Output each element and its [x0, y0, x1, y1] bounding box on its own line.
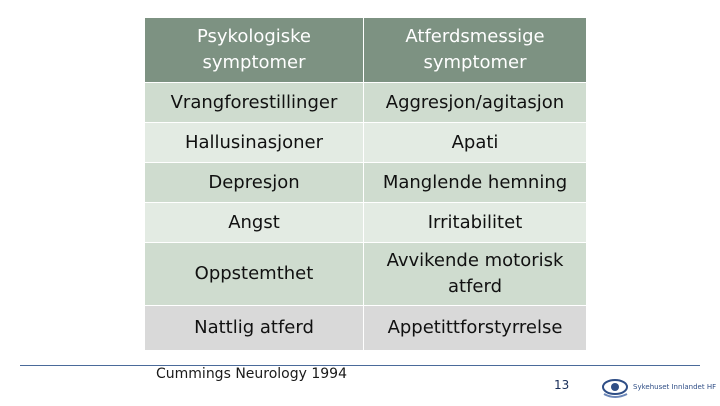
table-row	[145, 123, 587, 163]
table-cell: Oppstemthet	[145, 243, 364, 306]
table-cell: Hallusinasjoner	[145, 123, 364, 163]
table-cell: Angst	[145, 203, 364, 243]
eye-logo-icon	[600, 374, 632, 402]
table-row	[145, 243, 587, 306]
table-cell: Apati	[364, 123, 587, 163]
symptoms-table	[144, 17, 587, 351]
table-cell: Irritabilitet	[364, 203, 587, 243]
logo-text: Sykehuset Innlandet HF	[633, 383, 717, 391]
header-behavioral: Atferdsmessige symptomer	[364, 18, 587, 83]
hospital-logo	[600, 374, 715, 402]
table-row	[145, 306, 587, 351]
footer-divider	[20, 365, 700, 366]
header-psychological: Psykologiske symptomer	[145, 18, 364, 83]
table-cell: Depresjon	[145, 163, 364, 203]
table-cell: Avvikende motorisk atferd	[364, 243, 587, 306]
table-row	[145, 163, 587, 203]
table-cell: Manglende hemning	[364, 163, 587, 203]
table-row	[145, 203, 587, 243]
page-number: 13	[554, 378, 570, 392]
table-row	[145, 83, 587, 123]
table-cell: Vrangforestillinger	[145, 83, 364, 123]
table-cell: Appetittforstyrrelse	[364, 306, 587, 351]
table-cell: Nattlig atferd	[145, 306, 364, 351]
source-citation: Cummings Neurology 1994	[156, 366, 347, 382]
table-cell: Aggresjon/agitasjon	[364, 83, 587, 123]
